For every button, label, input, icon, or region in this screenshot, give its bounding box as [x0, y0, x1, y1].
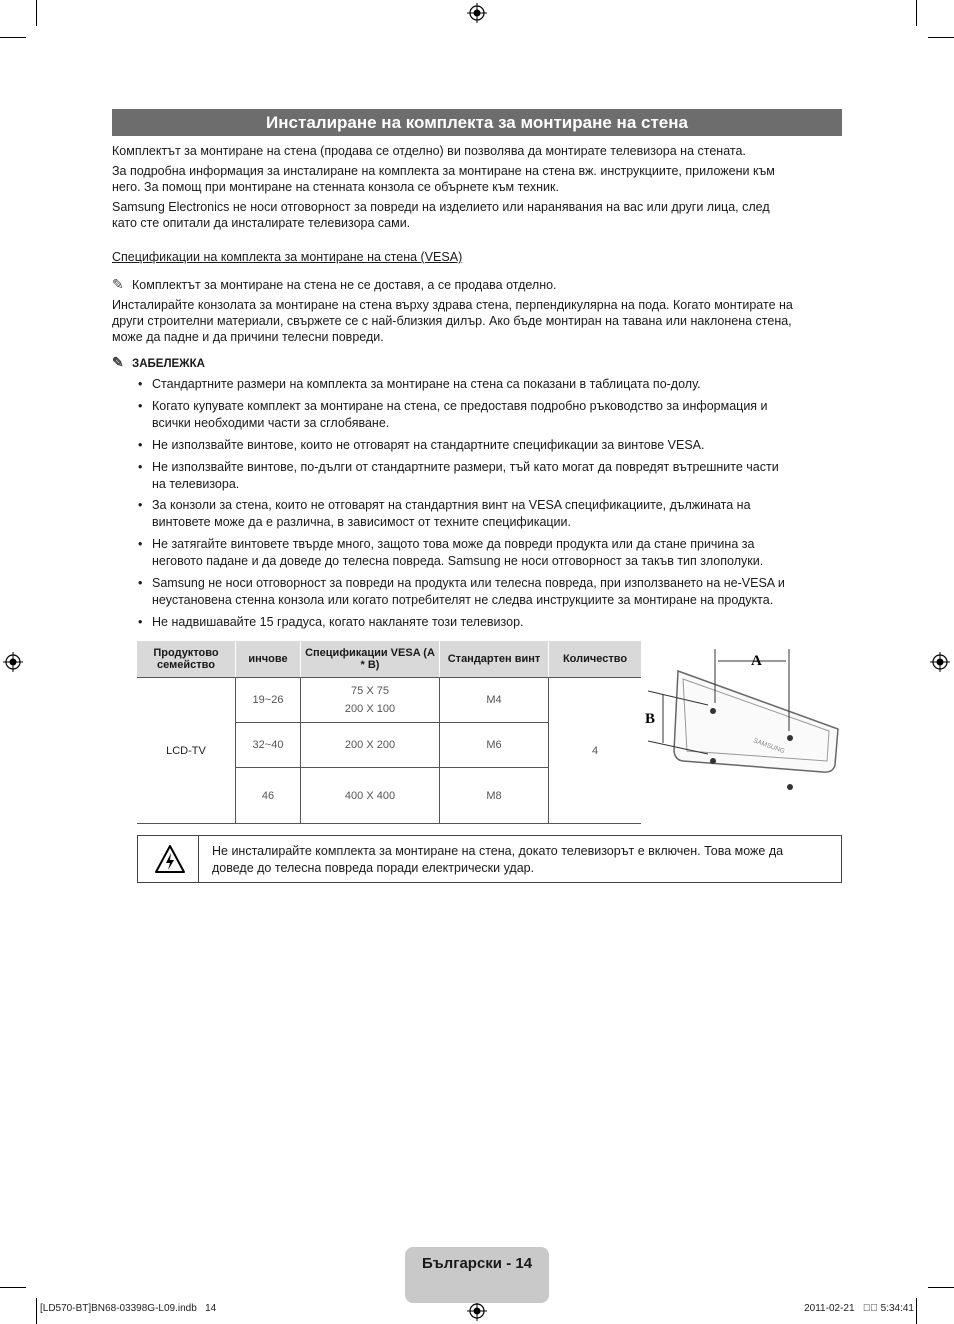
crop-mark — [0, 37, 26, 38]
screw-cell: M6 — [440, 723, 549, 768]
crop-mark — [928, 37, 954, 38]
page-number-box — [405, 1247, 549, 1303]
spec-subheading: Спецификации на комплекта за монтиране на стена (VESA) — [112, 250, 463, 264]
install-text: може да падне и да причини телесни повреди. — [112, 330, 384, 344]
install-text: Инсталирайте конзолата за монтиране на стена върху здрава стена, перпендикулярна на пода. Когато монтирате на — [112, 298, 793, 312]
registration-mark-icon — [930, 652, 950, 672]
vesa-cell: 400 X 400 — [301, 768, 440, 824]
divider — [198, 836, 199, 882]
warning-box — [137, 835, 842, 883]
pencil-icon: ✎ — [112, 276, 124, 292]
registration-mark-icon — [3, 652, 23, 672]
warning-text: Не инсталирайте комплекта за монтиране на стена, докато телевизорът е включен. Това може да доведе до телесна повреда поради електрически удар. — [212, 844, 784, 875]
table-header: Продуктово семейство — [137, 641, 236, 678]
crop-mark — [0, 1287, 26, 1288]
crop-mark — [916, 0, 917, 26]
table-header: Стандартен винт — [440, 641, 549, 678]
electric-hazard-icon — [154, 844, 186, 874]
intro-text: Комплектът за монтиране на стена (продава се отделно) ви позволява да монтирате телевизора на стената. — [112, 144, 746, 158]
note-text: Комплектът за монтиране на стена не се доставя, а се продава отделно. — [132, 278, 557, 292]
inches-cell: 19~26 — [236, 678, 301, 723]
table-header: Количество — [549, 641, 642, 678]
intro-text: като сте опитали да инсталирате телевизора сами. — [112, 216, 411, 230]
tv-back-illustration — [674, 671, 838, 790]
table-header: инчове — [236, 641, 301, 678]
intro-text: него. За помощ при монтиране на стенната конзола се обърнете към техник. — [112, 180, 559, 194]
crop-mark — [916, 1298, 917, 1324]
dimension-label-a: A — [751, 653, 762, 669]
intro-text: За подробна информация за инсталиране на комплекта за монтиране на стена вж. инструкциите, приложени към — [112, 164, 775, 178]
brand-logo: SAMSUNG — [752, 737, 786, 756]
footer-date: 2011-02-21 ￿￿ 5:34:41 — [804, 1303, 914, 1314]
quantity-cell: 4 — [549, 678, 642, 824]
install-text: други строителни материали, свържете се с най-близкия дилър. Ако бъде монтиран на тавана или наклонена стена, — [112, 314, 792, 328]
table-header: Спецификации VESA (A * B) — [301, 641, 440, 678]
family-cell: LCD-TV — [137, 678, 236, 824]
section-title: Инсталиране на комплекта за монтиране на стена — [112, 109, 842, 136]
vesa-cell: 200 X 200 — [301, 723, 440, 768]
intro-text: Samsung Electronics не носи отговорност за повреди на изделието или наранявания на вас или други лица, след — [112, 200, 770, 214]
screw-cell: M4 — [440, 678, 549, 723]
tv-mount-diagram — [643, 641, 843, 811]
dimension-label-b: B — [645, 711, 656, 727]
crop-mark — [36, 0, 37, 26]
inches-cell: 32~40 — [236, 723, 301, 768]
inches-cell: 46 — [236, 768, 301, 824]
registration-mark-icon — [467, 3, 487, 23]
registration-mark-icon — [467, 1301, 487, 1321]
pencil-icon: ✎ — [112, 354, 124, 370]
page-number: Български - 14 — [421, 1255, 533, 1272]
footer-file: [LD570-BT]BN68-03398G-L09.indb 14 — [40, 1303, 217, 1314]
vesa-spec-table — [137, 641, 641, 824]
crop-mark — [36, 1298, 37, 1324]
screw-cell: M8 — [440, 768, 549, 824]
vesa-cell: 75 X 75 200 X 100 — [301, 678, 440, 723]
crop-mark — [928, 1287, 954, 1288]
note-heading: ЗАБЕЛЕЖКА — [132, 358, 205, 370]
table-row — [137, 678, 641, 723]
